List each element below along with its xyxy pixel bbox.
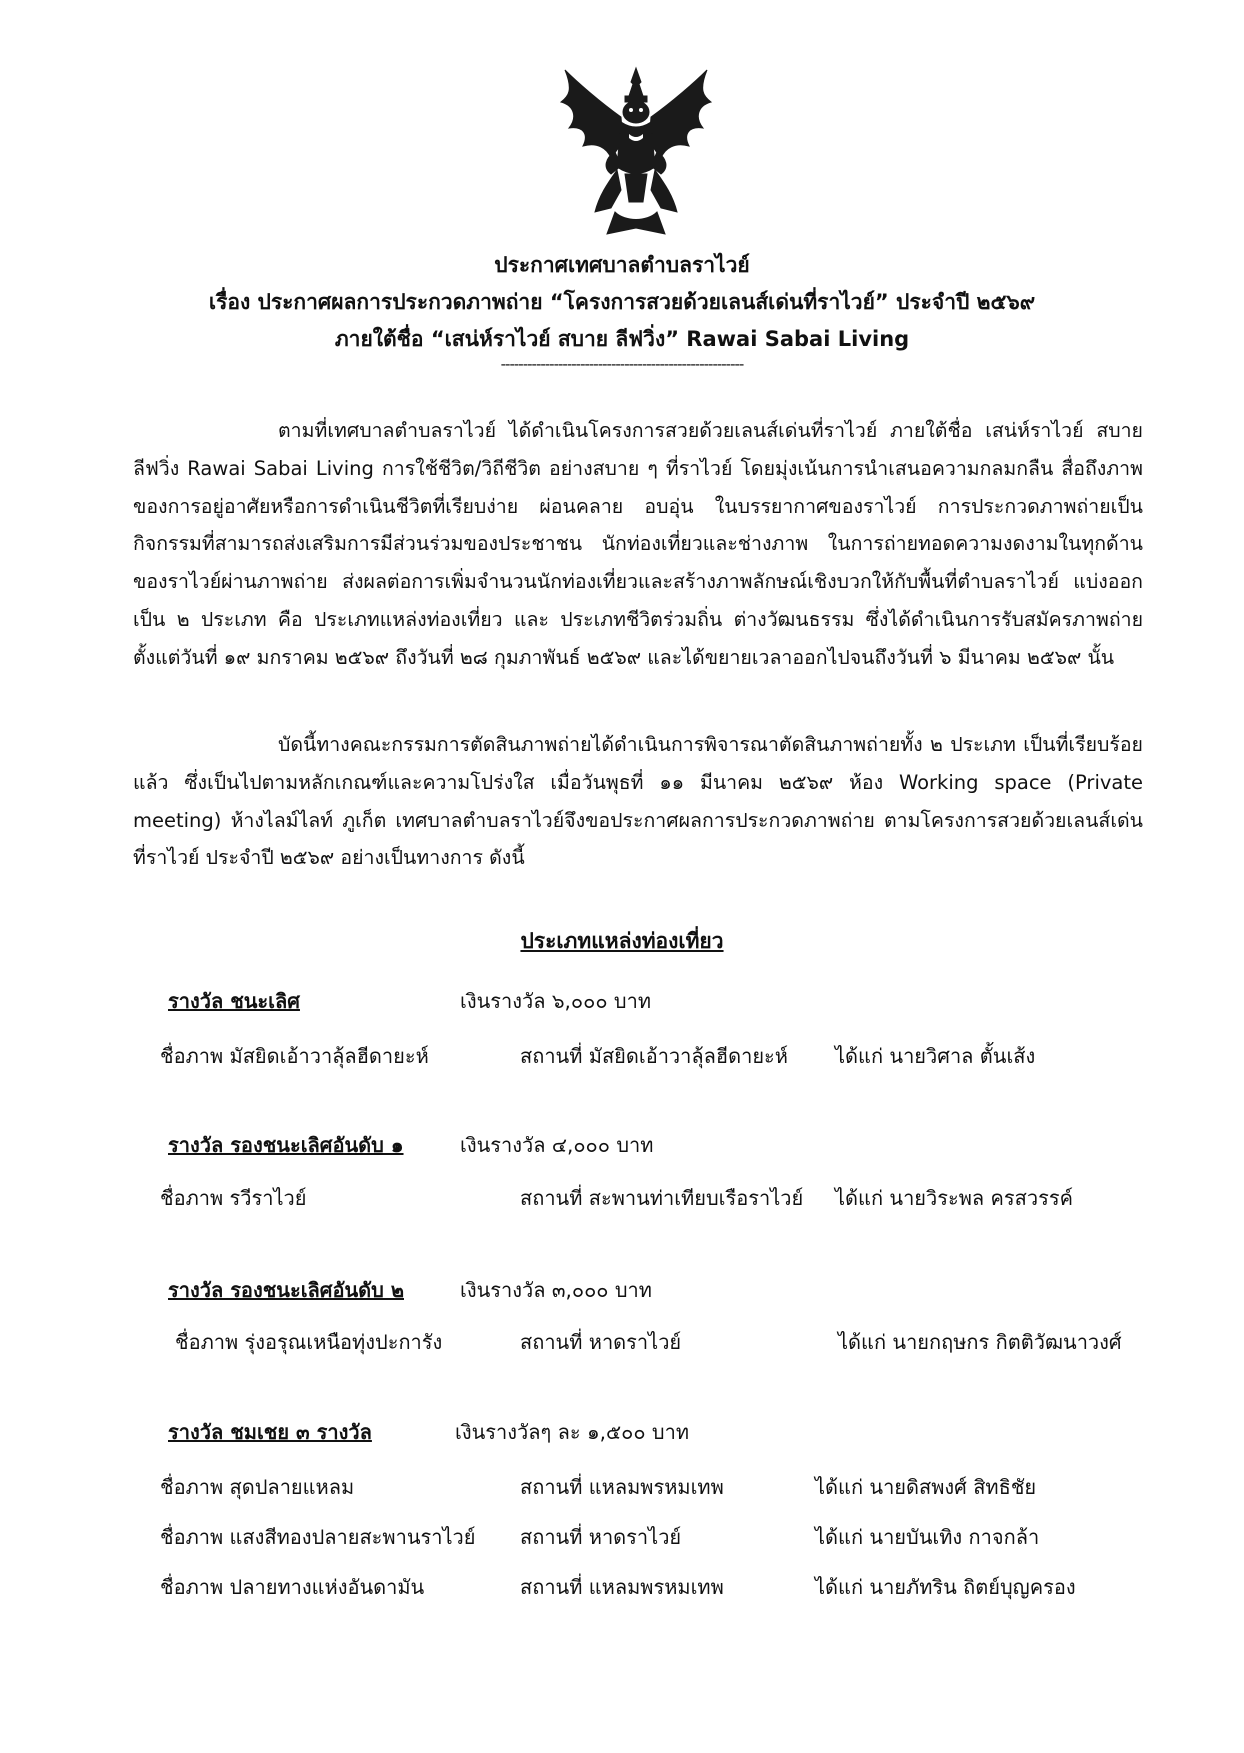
photo-name: ชื่อภาพ รุ่งอรุณเหนือทุ่งปะการัง	[175, 1330, 443, 1354]
award-prize: เงินรางวัล ๓,๐๐๐ บาท	[460, 1278, 652, 1302]
announcement-issuer: ประกาศเทศบาลตำบลราไวย์	[494, 253, 750, 277]
photo-winner: ได้แก่ นายภัทริน ถิตย์บุญครอง	[815, 1575, 1076, 1599]
photo-winner: ได้แก่ นายวิศาล ตั้นเส้ง	[835, 1044, 1036, 1068]
award-title: รางวัล รองชนะเลิศอันดับ ๑	[168, 1133, 404, 1157]
photo-name: ชื่อภาพ แสงสีทองปลายสะพานราไวย์	[160, 1525, 476, 1549]
announcement-subject: เรื่อง ประกาศผลการประกวดภาพถ่าย “โครงการสวยด้วยเลนส์เด่นที่ราไวย์” ประจำปี ๒๕๖๙	[208, 290, 1036, 314]
photo-winner: ได้แก่ นายดิสพงศ์ สิทธิชัย	[815, 1475, 1037, 1499]
award-prize: เงินรางวัล ๖,๐๐๐ บาท	[460, 989, 651, 1013]
photo-location: สถานที่ มัสยิดเอ้าวาลุ้ลฮีดายะห์	[520, 1044, 788, 1068]
photo-location: สถานที่ แหลมพรหมเทพ	[520, 1575, 724, 1599]
photo-name: ชื่อภาพ รวีราไวย์	[160, 1186, 307, 1210]
photo-winner: ได้แก่ นายบันเทิง กาจกล้า	[815, 1525, 1040, 1549]
photo-location: สถานที่ หาดราไวย์	[520, 1525, 682, 1549]
section-title: ประเภทแหล่งท่องเที่ยว	[520, 929, 724, 953]
photo-location: สถานที่ หาดราไวย์	[520, 1330, 682, 1354]
garuda-emblem	[555, 62, 717, 240]
body-paragraph-1: ตามที่เทศบาลตำบลราไวย์ ได้ดำเนินโครงการสวยด้วยเลนส์เด่นที่ราไวย์ ภายใต้ชื่อ เสน่ห์ราไวย์ สบาย ลีฟวิ่ง Rawai Sabai Living การใช้ชีวิต/วิถีชีวิต อย่างสบาย ๆ ที่ราไวย์ โดยมุ่งเน้นการนำเสนอความกลมกลืน สื่อถึงภาพของการอยู่อาศัยหรือการดำเนินชีวิตที่เรียบง่าย ผ่อนคลาย อบอุ่น ในบรรยากาศของราไวย์ การประกวดภาพถ่ายเป็นกิจกรรมที่สามารถส่งเสริมการมีส่วนร่วมของประชาชน นักท่องเที่ยวและช่างภาพ ในการถ่ายทอดความงดงามในทุกด้านของราไวย์ผ่านภาพถ่าย ส่งผลต่อการเพิ่มจำนวนนักท่องเที่ยวและสร้างภาพลักษณ์เชิงบวกให้กับพื้นที่ตำบลราไวย์ แบ่งออกเป็น ๒ ประเภท คือ ประเภทแหล่งท่องเที่ยว และ ประเภทชีวิตร่วมถิ่น ต่างวัฒนธรรม ซึ่งได้ดำเนินการรับสมัครภาพถ่าย ตั้งแต่วันที่ ๑๙ มกราคม ๒๕๖๙ ถึงวันที่ ๒๘ กุมภาพันธ์ ๒๕๖๙ และได้ขยายเวลาออกไปจนถึงวันที่ ๖ มีนาคม ๒๕๖๙ นั้น	[133, 419, 1143, 669]
photo-winner: ได้แก่ นายกฤษกร กิตติวัฒนาวงศ์	[838, 1330, 1122, 1354]
photo-name: ชื่อภาพ ปลายทางแห่งอันดามัน	[160, 1575, 425, 1599]
photo-winner: ได้แก่ นายวิระพล ครสวรรค์	[835, 1186, 1073, 1210]
photo-name: ชื่อภาพ สุดปลายแหลม	[160, 1475, 355, 1499]
award-prize: เงินรางวัล ๔,๐๐๐ บาท	[460, 1133, 654, 1157]
award-title: รางวัล รองชนะเลิศอันดับ ๒	[168, 1278, 404, 1302]
announcement-project-name: ภายใต้ชื่อ “เสน่ห์ราไวย์ สบาย ลีฟวิ่ง” Rawai Sabai Living	[334, 327, 910, 351]
award-title: รางวัล ชนะเลิศ	[168, 989, 300, 1013]
photo-name: ชื่อภาพ มัสยิดเอ้าวาลุ้ลฮีดายะห์	[160, 1044, 429, 1068]
separator-line: -------------------------------------------------------	[500, 355, 744, 373]
photo-location: สถานที่ แหลมพรหมเทพ	[520, 1475, 724, 1499]
photo-location: สถานที่ สะพานท่าเทียบเรือราไวย์	[520, 1186, 804, 1210]
award-prize: เงินรางวัลๆ ละ ๑,๕๐๐ บาท	[455, 1420, 690, 1444]
award-title: รางวัล ชมเชย ๓ รางวัล	[168, 1420, 372, 1444]
body-paragraph-2: บัดนี้ทางคณะกรรมการตัดสินภาพถ่ายได้ดำเนินการพิจารณาตัดสินภาพถ่ายทั้ง ๒ ประเภท เป็นที่เรียบร้อยแล้ว ซึ่งเป็นไปตามหลักเกณฑ์และความโปร่งใส เมื่อวันพุธที่ ๑๑ มีนาคม ๒๕๖๙ ห้อง Working space (Private meeting) ห้างไลม์ไลท์ ภูเก็ต เทศบาลตำบลราไวย์จึงขอประกาศผลการประกวดภาพถ่าย ตามโครงการสวยด้วยเลนส์เด่นที่ราไวย์ ประจำปี ๒๕๖๙ อย่างเป็นทางการ ดังนี้	[133, 733, 1143, 870]
